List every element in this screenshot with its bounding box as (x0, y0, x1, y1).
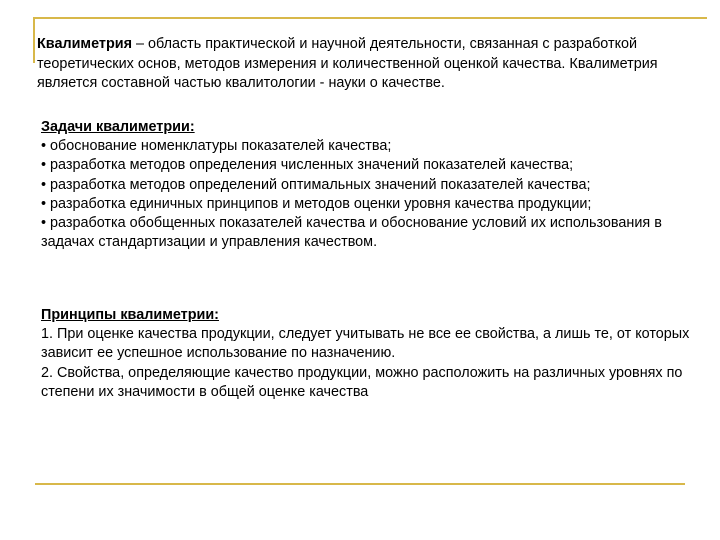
left-accent-bar (33, 17, 35, 63)
tasks-section (41, 118, 711, 252)
task-item: • разработка обобщенных показателей качества и обоснование условий их использования в задачах стандартизации и управления качеством. (41, 214, 711, 252)
intro-definition: – область практической и научной деятельности, связанная с разработкой теоретических основ, методов измерения и количественной оценкой качества. Квалиметрия является составной частью квалитологии - науки о качестве. (37, 36, 658, 91)
intro-term: Квалиметрия (37, 36, 132, 52)
principles-section (41, 306, 711, 402)
principles-heading: Принципы квалиметрии: (41, 307, 219, 323)
top-divider (35, 17, 707, 19)
task-item: • разработка методов определений оптимальных значений показателей качества; (41, 176, 711, 195)
bottom-divider (35, 483, 685, 485)
tasks-heading: Задачи квалиметрии: (41, 119, 195, 135)
principle-item: 1. При оценке качества продукции, следует учитывать не все ее свойства, а лишь те, от которых зависит ее успешное использование по назначению. (41, 326, 690, 362)
intro-paragraph (37, 35, 717, 94)
task-item: • разработка методов определения численных значений показателей качества; (41, 156, 711, 175)
principle-item: 2. Свойства, определяющие качество продукции, можно расположить на различных уровнях по степени их значимости в общей оценке качества (41, 364, 683, 400)
task-item: • разработка единичных принципов и методов оценки уровня качества продукции; (41, 195, 711, 214)
task-item: • обоснование номенклатуры показателей качества; (41, 137, 711, 156)
